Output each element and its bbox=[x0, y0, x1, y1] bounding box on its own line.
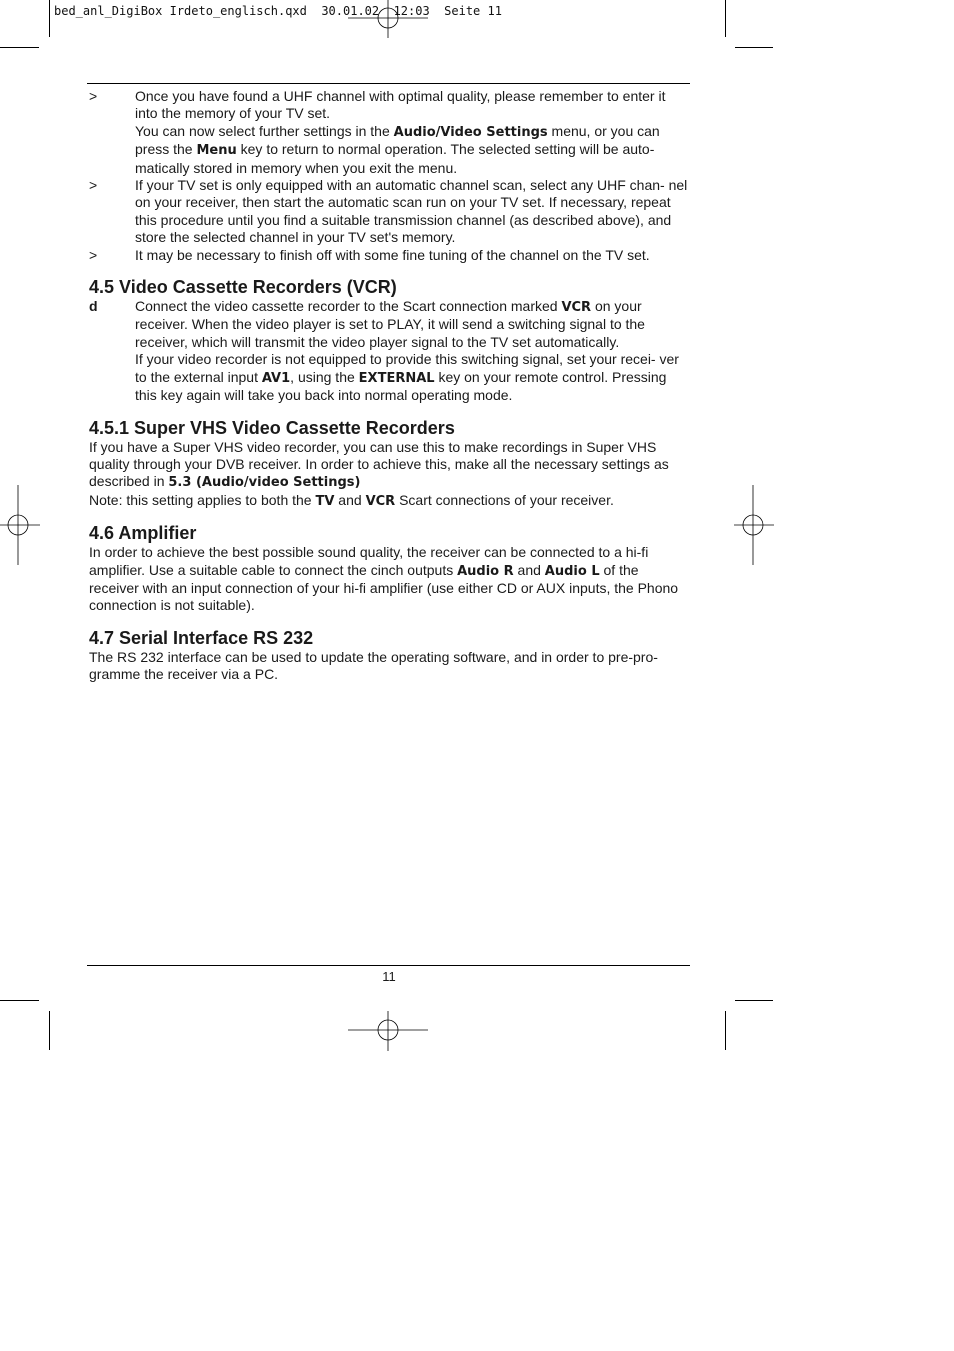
section-heading-4-7: 4.7 Serial Interface RS 232 bbox=[89, 627, 314, 648]
footer-rule bbox=[87, 965, 690, 966]
text: If your video recorder is not equipped to provide this switching signal, set your recei- ver to the external input bbox=[135, 351, 679, 385]
print-slug bbox=[54, 4, 502, 18]
list-item bbox=[89, 247, 689, 264]
registration-mark-right bbox=[734, 485, 774, 565]
text: Connect the video cassette recorder to the Scart connection marked bbox=[135, 298, 562, 315]
keyword-av1: AV1 bbox=[261, 370, 291, 386]
paragraph bbox=[135, 351, 689, 404]
page-number: 11 bbox=[382, 969, 396, 984]
crop-mark-top-right-v bbox=[725, 0, 726, 37]
text: on your receiver. When the video player is set to PLAY, it will send a switching signal to the receiver, which will transmit the video player signal to the TV set automatically. bbox=[135, 298, 645, 350]
crop-mark-top-right-h bbox=[735, 47, 773, 48]
slug-page-num: 11 bbox=[487, 4, 502, 18]
slug-time: 12:03 bbox=[393, 4, 430, 18]
paragraph bbox=[135, 123, 689, 177]
header-rule bbox=[87, 83, 690, 84]
text: menu, or you can press the bbox=[135, 122, 660, 158]
keyword-vcr: VCR bbox=[561, 300, 592, 316]
paragraph bbox=[89, 544, 689, 615]
paragraph bbox=[89, 492, 689, 510]
paragraph: The RS 232 interface can be used to update the operating software, and in order to pre-pro- gramme the receiver via a PC. bbox=[89, 648, 658, 683]
keyword-audio-l: Audio L bbox=[544, 563, 600, 579]
paragraph bbox=[135, 88, 689, 123]
registration-mark-bottom bbox=[348, 1011, 428, 1051]
registration-mark-left bbox=[0, 485, 40, 565]
section-heading-4-5-1: 4.5.1 Super VHS Video Cassette Recorders bbox=[89, 417, 455, 438]
bullet-marker: > bbox=[89, 88, 98, 104]
text: In order to achieve the best possible sound quality, the receiver can be connected to a hi-fi amplifier. Use a suitable cable to connect the cinch outputs bbox=[89, 544, 649, 578]
text: key to return to normal operation. The selected setting will be auto- matically stored in memory when you exit the menu. bbox=[135, 141, 655, 176]
keyword-audio-video-settings: Audio/Video Settings bbox=[393, 124, 548, 140]
list-item bbox=[89, 298, 689, 404]
text: key on your remote control. Pressing this key again will take you back into normal operating mode. bbox=[135, 368, 667, 404]
crop-mark-bottom-left-h bbox=[0, 1000, 39, 1001]
bullet-marker: d bbox=[89, 298, 98, 315]
text: and bbox=[513, 561, 545, 578]
crop-mark-top-left-v bbox=[49, 0, 50, 37]
list-item bbox=[89, 88, 689, 177]
text: Once you have found a UHF channel with optimal quality, please remember to enter it into the memory of your TV set. bbox=[135, 88, 666, 122]
slug-page-word: Seite bbox=[444, 4, 481, 18]
slug-date: 30.01.02 bbox=[321, 4, 380, 18]
text: You can now select further settings in the bbox=[135, 122, 394, 139]
bullet-marker: > bbox=[89, 177, 98, 194]
bullet-marker: > bbox=[89, 246, 98, 263]
paragraph: It may be necessary to finish off with some fine tuning of the channel on the TV set. bbox=[135, 246, 650, 263]
text: of the receiver with an input connection of your hi-fi amplifier (use either CD or AUX inputs, the Phono connection is not suitable). bbox=[89, 561, 679, 614]
crop-mark-bottom-right-v bbox=[725, 1011, 726, 1050]
keyword-vcr: VCR bbox=[365, 493, 396, 509]
keyword-audio-r: Audio R bbox=[457, 563, 514, 579]
text: and bbox=[334, 491, 366, 508]
text: Note: this setting applies to both the bbox=[89, 491, 316, 508]
keyword-external: EXTERNAL bbox=[358, 370, 435, 386]
keyword-audio-video-settings-ref: 5.3 (Audio/video Settings) bbox=[168, 475, 361, 491]
text: If you have a Super VHS video recorder, you can use this to make recordings in Super VHS quality through your DVB receiver. In order to achieve this, make all the necessary settings as described in bbox=[89, 438, 669, 490]
page-content bbox=[89, 88, 689, 684]
section-heading-4-5: 4.5 Video Cassette Recorders (VCR) bbox=[89, 277, 397, 298]
keyword-menu: Menu bbox=[196, 143, 237, 159]
paragraph: If your TV set is only equipped with an automatic channel scan, select any UHF chan- nel on your receiver, then start the automatic scan run on your TV set. If necessary, repeat this procedure until you find a suitable transmission channel (as described above), and store the selected channel in your TV set's memory. bbox=[135, 177, 688, 246]
paragraph bbox=[135, 298, 689, 351]
text: Scart connections of your receiver. bbox=[395, 491, 614, 508]
crop-mark-top-left-h bbox=[0, 47, 39, 48]
text: , using the bbox=[290, 368, 359, 385]
paragraph bbox=[89, 439, 689, 492]
crop-mark-bottom-left-v bbox=[49, 1011, 50, 1050]
crop-mark-bottom-right-h bbox=[735, 1000, 773, 1001]
section-heading-4-6: 4.6 Amplifier bbox=[89, 523, 197, 544]
registration-mark-top bbox=[348, 0, 428, 38]
slug-file: bed_anl_DigiBox Irdeto_englisch.qxd bbox=[54, 4, 307, 18]
list-item bbox=[89, 177, 689, 247]
keyword-tv: TV bbox=[315, 493, 335, 509]
